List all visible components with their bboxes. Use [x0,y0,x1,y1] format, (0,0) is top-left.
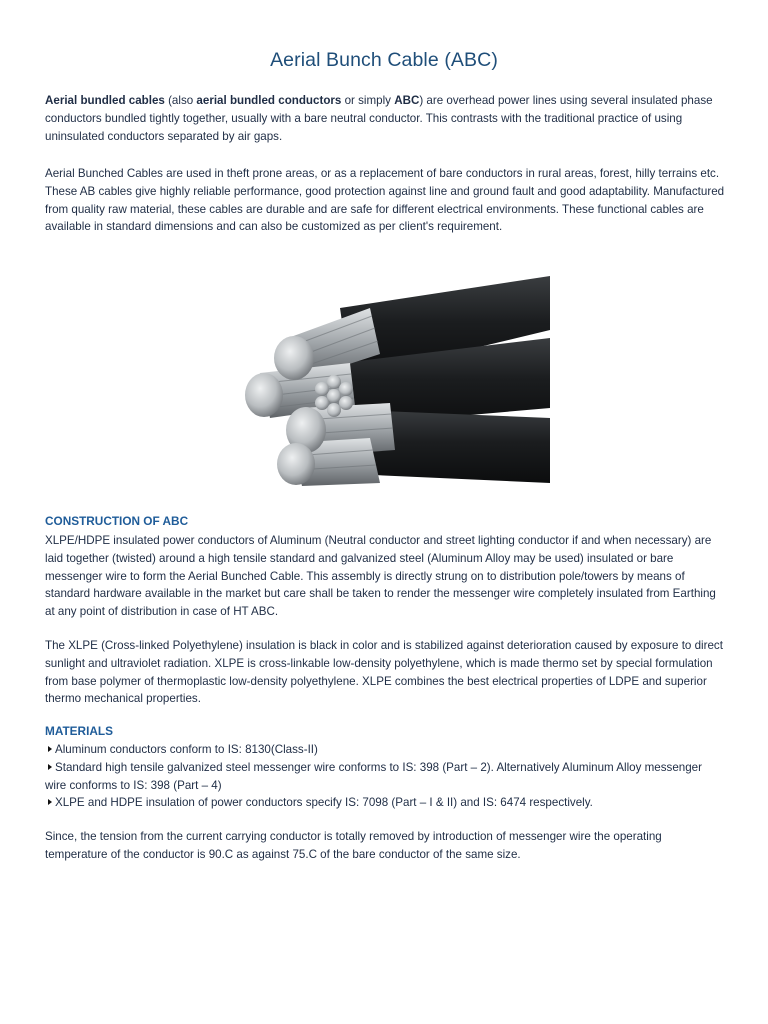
construction-paragraph: XLPE/HDPE insulated power conductors of Aluminum (Neutral conductor and street lighting conductor if and when necessary) are laid together (twisted) around a high tensile standard and galvanized steel (Aluminum Alloy may be used) insulated or bare messenger wire to form the Aerial Bunched Cable. This assembly is directly strung on to distribution pole/towers by means of standard hardware available in the market but care shall be taken to render the messenger wire completely insulated from Earthing at any point of distribution in case of HT ABC. [45,534,716,619]
cable-illustration [230,268,550,490]
list-item-text: Aluminum conductors conform to IS: 8130(Class-II) [55,743,318,756]
conductor-end-2 [245,373,283,417]
list-item [45,794,725,812]
construction-heading: CONSTRUCTION OF ABC [45,514,189,528]
intro-term-3: ABC [394,94,420,107]
materials-list [45,741,725,812]
bullet-arrow-icon [48,746,52,752]
list-item [45,759,725,795]
materials-heading: MATERIALS [45,724,113,738]
intro-term-1: Aerial bundled cables [45,94,165,107]
list-item-text: XLPE and HDPE insulation of power conductors specify IS: 7098 (Part – I & II) and IS: 6474 respectively. [55,796,593,810]
conductor-end-4 [277,443,315,485]
list-item-text: Standard high tensile galvanized steel messenger wire conforms to IS: 398 (Part – 2). Alternatively Aluminum Alloy messenger wire conforms to IS: 398 (Part – 4) [45,760,702,792]
tension-paragraph: Since, the tension from the current carrying conductor is totally removed by introduction of messenger wire the operating temperature of the conductor is 90.C as against 75.C of the bare conductor of the same size. [45,830,662,861]
list-item [45,741,725,759]
usage-paragraph: Aerial Bunched Cables are used in theft prone areas, or as a replacement of bare conductors in rural areas, forest, hilly terrains etc. These AB cables give highly reliable performance, good protection against line and ground fault and good adaptability. Manufactured from quality raw material, these cables are durable and are safe for different electrical environments. These functional cables are available in standard dimensions and can also be customized as per client's requirement. [45,167,725,234]
intro-text-2: or simply [341,94,395,107]
bullet-arrow-icon [48,799,52,805]
bullet-arrow-icon [48,764,52,770]
conductor-end-1 [274,336,314,380]
intro-text-1: (also [164,94,197,107]
xlpe-paragraph: The XLPE (Cross-linked Polyethylene) insulation is black in color and is stabilized against deterioration caused by exposure to direct sunlight and ultraviolet radiation. XLPE is cross-linkable low-density polyethylene, which is made thermo set by special formulation from base polymer of thermoplastic low-density polyethylene. XLPE combines the best electrical properties of LDPE and superior thermo mechanical properties. [45,639,723,706]
intro-paragraph [45,92,725,145]
page-title: Aerial Bunch Cable (ABC) [270,49,498,71]
cable-bundle-photo [230,268,550,490]
intro-term-2: aerial bundled conductors [196,94,342,107]
intro-text-3: ) are overhead power lines using several insulated phase conductors bundled tightly together, usually with a bare neutral conductor. This contrasts with the traditional practice of using uninsulated conductors separated by air gaps. [45,94,713,143]
